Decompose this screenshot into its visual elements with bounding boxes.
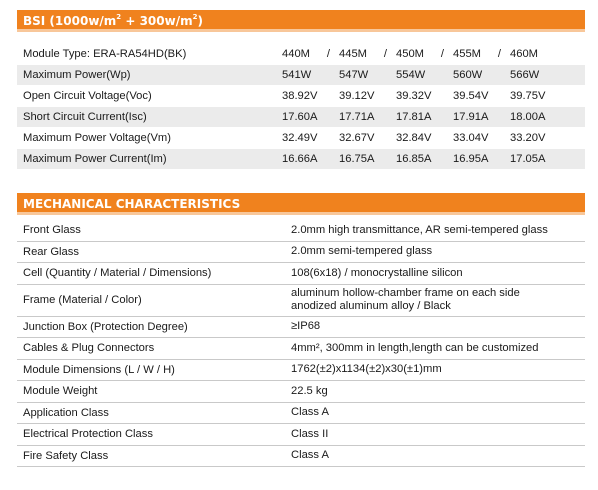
bsi-title-prefix: BSI (1000w/m	[23, 14, 117, 28]
bsi-value-cell: 39.54V	[453, 90, 489, 102]
module-type-item: 460M	[510, 48, 538, 60]
bsi-value-cell: 39.12V	[339, 90, 375, 102]
module-type-separator: /	[494, 48, 505, 60]
bsi-value-cell: 33.04V	[453, 132, 489, 144]
mechanical-row-value	[285, 245, 585, 258]
mechanical-row-label: Application Class	[23, 406, 109, 419]
mechanical-value-line: 2.0mm semi-tempered glass	[291, 245, 433, 258]
module-type-list	[282, 48, 585, 60]
mechanical-row-value	[285, 267, 585, 280]
bsi-value-cell: 17.60A	[282, 111, 318, 123]
module-type-separator: /	[380, 48, 391, 60]
mechanical-row-value	[285, 406, 585, 419]
mechanical-value-line: 1762(±2)x1134(±2)x30(±1)mm	[291, 363, 442, 376]
mechanical-value-line: Class A	[291, 406, 329, 419]
bsi-value-cell: 17.71A	[339, 111, 375, 123]
bsi-row-values	[282, 69, 585, 81]
bsi-value-cell: 32.49V	[282, 132, 318, 144]
bsi-value-cell: 38.92V	[282, 90, 318, 102]
bsi-value-cell: 16.85A	[396, 153, 432, 165]
mechanical-value-line: 108(6x18) / monocrystalline silicon	[291, 266, 463, 279]
bsi-value-cell: 17.81A	[396, 111, 432, 123]
bsi-value-cell: 560W	[453, 69, 483, 81]
mechanical-row-value	[285, 224, 585, 237]
bsi-row	[17, 107, 585, 128]
bsi-row-values	[282, 132, 585, 144]
mechanical-row-value	[285, 342, 585, 355]
module-type-item: 455M	[453, 48, 481, 60]
bsi-row-label: Maximum Power Voltage(Vm)	[23, 132, 171, 144]
bsi-title-suffix: )	[197, 14, 203, 28]
mechanical-value-line: 4mm², 300mm in length,length can be customized	[291, 341, 539, 354]
bsi-value-cell: 18.00A	[510, 111, 546, 123]
mechanical-row-label: Fire Safety Class	[23, 449, 109, 462]
bsi-value-cell: 33.20V	[510, 132, 546, 144]
mechanical-value-line: anodized aluminum alloy / Black	[291, 300, 451, 312]
mechanical-row	[17, 317, 585, 339]
mechanical-row	[17, 263, 585, 285]
bsi-row-values	[282, 90, 585, 102]
bsi-value-cell: 16.66A	[282, 153, 318, 165]
bsi-row	[17, 149, 585, 170]
bsi-value-cell: 17.91A	[453, 111, 489, 123]
module-type-separator: /	[437, 48, 448, 60]
bsi-row	[17, 128, 585, 149]
bsi-value-cell: 566W	[510, 69, 540, 81]
mechanical-row-value	[285, 449, 585, 462]
bsi-row-label: Maximum Power(Wp)	[23, 69, 131, 81]
mechanical-row-value	[285, 385, 585, 398]
mechanical-row	[17, 424, 585, 446]
bsi-value-cell: 16.75A	[339, 153, 375, 165]
bsi-value-cell: 541W	[282, 69, 312, 81]
mechanical-section-header	[17, 193, 585, 215]
mechanical-row-label: Cables & Plug Connectors	[23, 342, 155, 355]
bsi-value-cell: 554W	[396, 69, 426, 81]
mechanical-row	[17, 446, 585, 468]
mechanical-row	[17, 242, 585, 264]
mechanical-value-line: 22.5 kg	[291, 384, 328, 397]
mechanical-row-label: Front Glass	[23, 224, 81, 237]
bsi-value-cell: 32.84V	[396, 132, 432, 144]
mechanical-row	[17, 338, 585, 360]
mechanical-row-label: Junction Box (Protection Degree)	[23, 320, 188, 333]
bsi-row	[17, 86, 585, 107]
mechanical-row-value	[285, 428, 585, 441]
bsi-row	[17, 65, 585, 86]
bsi-row-label: Open Circuit Voltage(Voc)	[23, 90, 152, 102]
bsi-section-header	[17, 10, 585, 32]
module-type-item: 445M	[339, 48, 367, 60]
bsi-value-cell: 547W	[339, 69, 369, 81]
mechanical-value-line: Class II	[291, 427, 329, 440]
bsi-value-cell: 16.95A	[453, 153, 489, 165]
bsi-value-cell: 39.75V	[510, 90, 546, 102]
module-type-row	[17, 44, 585, 65]
mechanical-row-label: Frame (Material / Color)	[23, 294, 142, 306]
mechanical-row-label: Module Dimensions (L / W / H)	[23, 363, 175, 376]
mechanical-row	[17, 285, 585, 317]
bsi-table	[17, 44, 585, 170]
mechanical-row-label: Electrical Protection Class	[23, 428, 153, 441]
bsi-title-mid: + 300w/m	[121, 14, 193, 28]
mechanical-row-value	[285, 320, 585, 333]
bsi-row-label: Maximum Power Current(Im)	[23, 153, 167, 165]
bsi-value-cell: 32.67V	[339, 132, 375, 144]
mechanical-table	[17, 220, 585, 467]
bsi-row-label: Short Circuit Current(Isc)	[23, 111, 147, 123]
mechanical-value-line: aluminum hollow-chamber frame on each side	[291, 287, 520, 299]
module-type-item: 440M	[282, 48, 310, 60]
module-type-item: 450M	[396, 48, 424, 60]
mechanical-row	[17, 360, 585, 382]
bsi-title-sup2: 2	[192, 13, 198, 21]
mechanical-title: MECHANICAL CHARACTERISTICS	[23, 197, 241, 211]
mechanical-row-label: Cell (Quantity / Material / Dimensions)	[23, 267, 212, 280]
mechanical-row	[17, 381, 585, 403]
module-type-separator: /	[323, 48, 334, 60]
module-type-label: Module Type: ERA-RA54HD(BK)	[23, 48, 187, 60]
bsi-row-values	[282, 153, 585, 165]
mechanical-value-line: ≥IP68	[291, 320, 321, 333]
bsi-rows	[17, 65, 585, 170]
mechanical-row-value	[285, 363, 585, 376]
bsi-row-values	[282, 111, 585, 123]
mechanical-row-value	[285, 287, 585, 313]
bsi-title-sup1: 2	[116, 13, 122, 21]
mechanical-row-label: Module Weight	[23, 385, 98, 398]
bsi-value-cell: 39.32V	[396, 90, 432, 102]
mechanical-row-label: Rear Glass	[23, 245, 79, 258]
bsi-value-cell: 17.05A	[510, 153, 546, 165]
mechanical-row	[17, 220, 585, 242]
mechanical-value-line: 2.0mm high transmittance, AR semi-tempered glass	[291, 223, 548, 236]
mechanical-value-line: Class A	[291, 449, 329, 462]
mechanical-row	[17, 403, 585, 425]
